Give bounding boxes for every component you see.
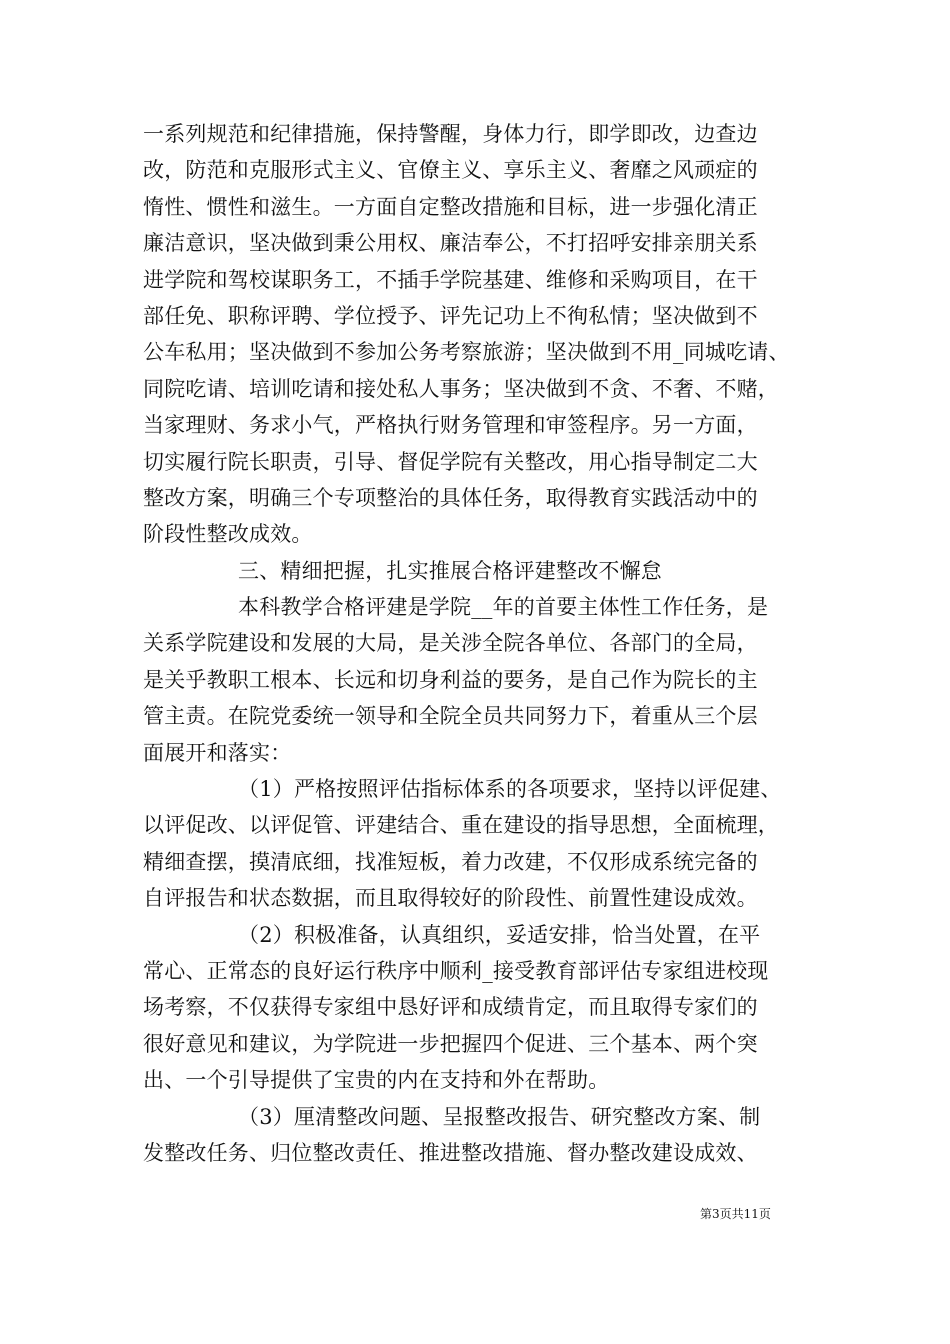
text-line: 进学院和驾校谋职务工，不插手学院基建、维修和采购项目，在干 (143, 267, 758, 292)
text-line: 发整改任务、归位整改责任、推进整改措施、督办整改建设成效、 (143, 1140, 758, 1165)
body-text (143, 116, 823, 1171)
text-line: 关系学院建设和发展的大局，是关涉全院各单位、各部门的全局， (143, 631, 758, 656)
text-line: 阶段性整改成效。 (143, 522, 313, 547)
text-line: 部任免、职称评聘、学位授予、评先记功上不徇私情；坚决做到不 (143, 303, 758, 328)
text-line: 场考察，不仅获得专家组中恳好评和成绩肯定，而且取得专家们的 (143, 995, 758, 1020)
text-line: 很好意见和建议，为学院进一步把握四个促进、三个基本、两个突 (143, 1031, 758, 1056)
text-line: 出、一个引导提供了宝贵的内在支持和外在帮助。 (143, 1068, 610, 1093)
paragraph-start: 本科教学合格评建是学院__年的首要主体性工作任务，是 (238, 595, 769, 620)
paragraph-start: （2）积极准备，认真组织，妥适安排，恰当处置，在平 (238, 922, 761, 947)
text-line: 自评报告和状态数据，而且取得较好的阶段性、前置性建设成效。 (143, 886, 758, 911)
text-line: 当家理财、务求小气，严格执行财务管理和审签程序。另一方面， (143, 413, 758, 438)
text-line: 整改方案，明确三个专项整治的具体任务，取得教育实践活动中的 (143, 485, 758, 510)
text-line: 精细查摆，摸清底细，找准短板，着力改建，不仅形成系统完备的 (143, 849, 758, 874)
text-line: 同院吃请、培训吃请和接处私人事务；坚决做到不贪、不奢、不赌， (143, 376, 779, 401)
text-line: 改，防范和克服形式主义、官僚主义、享乐主义、奢靡之风顽症的 (143, 158, 758, 183)
text-line: 公车私用；坚决做到不参加公务考察旅游；坚决做到不用_同城吃请、 (143, 340, 790, 365)
text-line: 惰性、惯性和滋生。一方面自定整改措施和目标，进一步强化清正 (143, 194, 758, 219)
text-line: 常心、正常态的良好运行秩序中顺利_接受教育部评估专家组进校现 (143, 958, 769, 983)
text-line: 廉洁意识，坚决做到秉公用权、廉洁奉公，不打招呼安排亲朋关系 (143, 231, 758, 256)
text-line: 一系列规范和纪律措施，保持警醒，身体力行，即学即改，边查边 (143, 122, 758, 146)
text-line: 管主责。在院党委统一领导和全院全员共同努力下，着重从三个层 (143, 704, 758, 729)
paragraph-start: （3）厘清整改问题、呈报整改报告、研究整改方案、制 (238, 1104, 761, 1129)
page-number-footer: 第3页共11页 (700, 1207, 771, 1221)
section-heading: 三、精细把握，扎实推展合格评建整改不懈怠 (238, 558, 662, 583)
text-line: 切实履行院长职责，引导、督促学院有关整改，用心指导制定二大 (143, 449, 758, 474)
paragraph-start: （1）严格按照评估指标体系的各项要求，坚持以评促建、 (238, 777, 782, 802)
text-line: 面展开和落实： (143, 740, 292, 765)
text-line: 以评促改、以评促管、评建结合、重在建设的指导思想，全面梳理， (143, 813, 779, 838)
text-line: 是关乎教职工根本、长远和切身利益的要务，是自己作为院长的主 (143, 667, 758, 692)
